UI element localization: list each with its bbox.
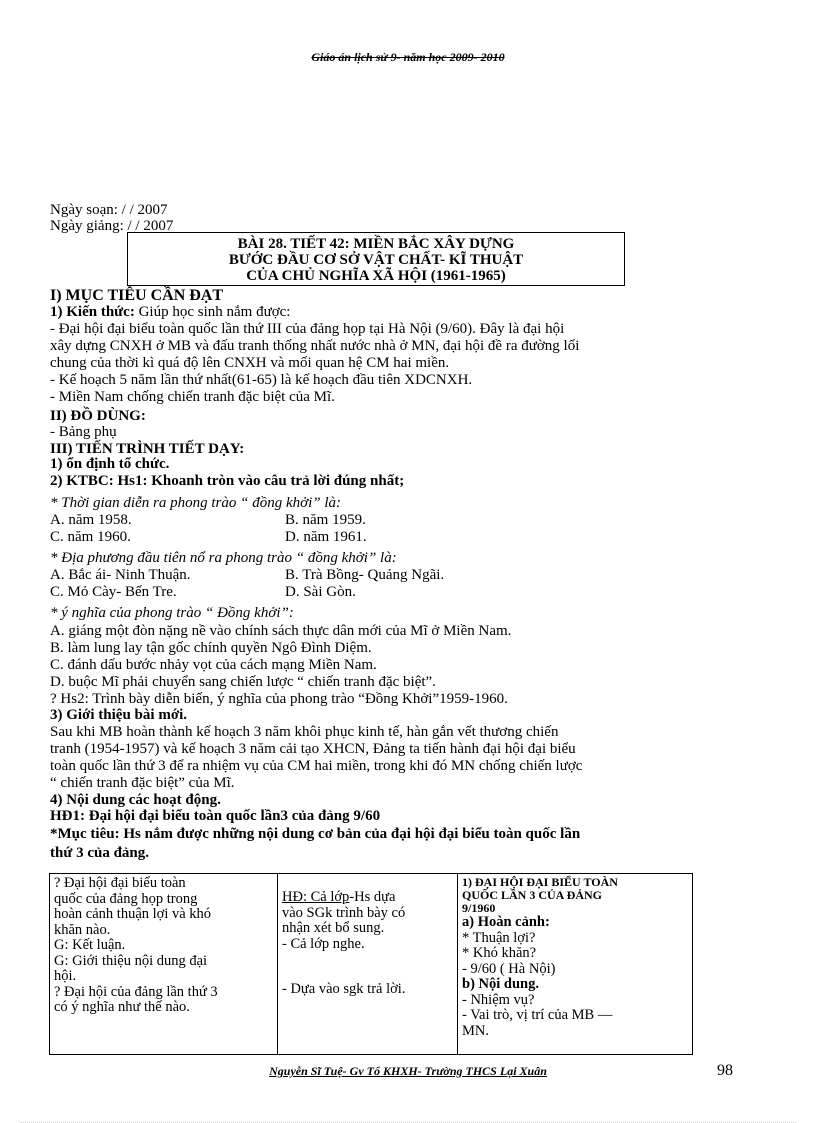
cell-line: - Nhiệm vụ?: [462, 991, 535, 1008]
objective-paragraph-1: - Đại hội đại biểu toàn quốc lần thứ III của đảng họp tại Hà Nội (9/60). Đây là đại hội: [50, 321, 565, 337]
student-activity-cell: [278, 874, 458, 1055]
knowledge-text: Giúp học sinh nắm được:: [134, 304, 291, 320]
step-4-heading: 4) Nội dung các hoạt động.: [50, 792, 221, 808]
cell-line: QUỐC LẦN 3 CỦA ĐẢNG: [462, 888, 603, 902]
lesson-body: [50, 0, 740, 870]
q2-option-b: B. Trà Bồng- Quảng Ngãi.: [285, 567, 445, 583]
class-activity-label: HĐ: Cả lớp: [282, 889, 350, 905]
page-number: 98: [717, 1062, 733, 1079]
intro-line-4: “ chiến tranh đặc biệt” của Mĩ.: [50, 775, 235, 791]
q1-option-c: C. năm 1960.: [50, 529, 131, 545]
cell-line: a) Hoàn cảnh:: [462, 914, 550, 930]
q2-row-2: [50, 584, 356, 600]
lesson-title-line-3: CỦA CHỦ NGHĨA XÃ HỘI (1961-1965): [246, 268, 506, 284]
teach-date: Ngày giảng: / / 2007: [50, 218, 174, 234]
prep-date: Ngày soạn: / / 2007: [50, 202, 168, 218]
cell-line: nhận xét bổ sung.: [282, 920, 385, 936]
q1-option-b: B. năm 1959.: [285, 512, 366, 528]
cell-line: hoàn cảnh thuận lợi và khó: [54, 906, 212, 922]
intro-line-2: tranh (1954-1957) và kế hoạch 3 năm cải tạo XHCN, Đảng ta tiến hành đại hội đại biểu: [50, 741, 576, 757]
cell-line: ? Đại hội của đảng lần thứ 3: [54, 983, 218, 1000]
activity-table: [49, 873, 693, 1055]
lesson-content-cell: [458, 874, 693, 1055]
question-2: * Địa phương đầu tiên nổ ra phong trào “ đồng khởi” là:: [50, 550, 397, 566]
step-1-heading: 1) ổn định tổ chức.: [50, 456, 170, 472]
cell-line: 1) ĐẠI HỘI ĐẠI BIỂU TOÀN: [462, 875, 618, 889]
cell-spacer: [282, 952, 453, 982]
lesson-title-line-2: BƯỚC ĐẦU CƠ SỞ VẬT CHẤT- KĨ THUẬT: [228, 252, 524, 268]
cell-line: [282, 890, 453, 906]
cell-line: có ý nghĩa như thế nào.: [54, 999, 190, 1015]
cell-line: - Dựa vào sgk trả lời.: [282, 981, 406, 997]
cell-line: * Thuận lợi?: [462, 929, 536, 946]
knowledge-line: [50, 304, 290, 320]
q3-option-a: A. giáng một đòn nặng nề vào chính sách thực dân mới của Mĩ ở Miền Nam.: [50, 623, 512, 639]
materials-item: - Bảng phụ: [50, 424, 117, 440]
cell-line: hội.: [54, 968, 77, 984]
intro-line-3: toàn quốc lần thứ 3 để ra nhiệm vụ của CM hai miền, trong khi đó MN chống chiến lược: [50, 758, 583, 774]
section-3-heading: III) TIẾN TRÌNH TIẾT DẠY:: [50, 441, 245, 457]
q1-row-2: [50, 529, 367, 545]
intro-line-1: Sau khi MB hoàn thành kế hoạch 3 năm khôi phục kinh tế, hàn gắn vết thương chiến: [50, 724, 559, 740]
knowledge-label: 1) Kiến thức:: [50, 304, 135, 320]
q2-option-a: A. Bắc ái- Ninh Thuận.: [50, 567, 191, 583]
cell-line: * Khó khăn?: [462, 945, 537, 961]
q2-option-d: D. Sài Gòn.: [285, 584, 356, 600]
objective-paragraph-2: xây dựng CNXH ở MB và đấu tranh thống nhất nước nhà ở MN, đại hội đề ra đường lối: [50, 338, 580, 354]
cell-line: b) Nội dung.: [462, 976, 539, 992]
cell-line: G: Giới thiệu nội dung đại: [54, 952, 208, 969]
cell-line: - Cả lớp nghe.: [282, 935, 365, 952]
step-2-heading: 2) KTBC: Hs1: Khoanh tròn vào câu trả lời đúng nhất;: [50, 473, 405, 489]
q3-option-b: B. làm lung lay tận gốc chính quyền Ngô Đình Diệm.: [50, 640, 372, 656]
cell-line: - 9/60 ( Hà Nội): [462, 960, 556, 977]
question-1: * Thời gian diễn ra phong trào “ đồng khởi” là:: [50, 495, 342, 511]
cell-spacer: [282, 876, 453, 890]
q3-option-d: D. buộc Mĩ phải chuyển sang chiến lược “ chiến tranh đặc biệt”.: [50, 674, 436, 690]
page-header: Giáo án lịch sử 9- năm học 2009- 2010: [311, 50, 505, 64]
table-row: [50, 874, 693, 1055]
class-activity-text: -Hs dựa: [349, 889, 396, 905]
activity-goal-line-1: *Mục tiêu: Hs nắm được những nội dung cơ bản của đại hội đại biểu toàn quốc lần: [50, 826, 581, 842]
lesson-title-line-1: BÀI 28. TIẾT 42: MIỀN BẮC XÂY DỰNG: [237, 236, 515, 252]
section-2-heading: II) ĐỒ DÙNG:: [50, 408, 146, 424]
q1-option-d: D. năm 1961.: [285, 529, 367, 545]
cell-line: 9/1960: [462, 901, 496, 915]
cell-line: quốc của đảng họp trong: [54, 890, 198, 907]
activity-goal-line-2: thứ 3 của đảng.: [50, 845, 150, 861]
objective-paragraph-5: - Miền Nam chống chiến tranh đặc biệt của Mĩ.: [50, 389, 335, 405]
objective-paragraph-3: chung của thời kì quá độ lên CNXH và mối quan hệ CM hai miền.: [50, 355, 450, 371]
activity-1-heading: HĐ1: Đại hội đại biểu toàn quốc lần3 của đảng 9/60: [50, 808, 381, 824]
cell-line: MN.: [462, 1022, 489, 1039]
q1-option-a: A. năm 1958.: [50, 512, 132, 528]
homework-question-2: ? Hs2: Trình bày diễn biến, ý nghĩa của phong trào “Đồng Khởi”1959-1960.: [50, 691, 508, 707]
page-footer: Nguyễn Sĩ Tuệ- Gv Tổ KHXH- Trường THCS Lại Xuân: [269, 1064, 547, 1078]
q2-row-1: [50, 567, 445, 583]
cell-line: vào SGk trình bày có: [282, 904, 406, 921]
objective-paragraph-4: - Kế hoạch 5 năm lần thứ nhất(61-65) là kế hoạch đầu tiên XDCNXH.: [50, 372, 473, 388]
q3-option-c: C. đánh dấu bước nhảy vọt của cách mạng Miền Nam.: [50, 657, 377, 673]
question-3: * ý nghĩa của phong trào “ Đồng khởi”:: [50, 605, 294, 621]
cell-line: khăn nào.: [54, 921, 111, 938]
q2-option-c: C. Mỏ Cày- Bến Tre.: [50, 584, 177, 600]
cell-line: G: Kết luận.: [54, 937, 126, 953]
q1-row-1: [50, 512, 366, 528]
teacher-questions-cell: [50, 874, 278, 1055]
step-3-heading: 3) Giới thiệu bài mới.: [50, 707, 188, 723]
section-1-heading: I) MỤC TIÊU CẦN ĐẠT: [50, 287, 224, 304]
cell-line: ? Đại hội đại biểu toàn: [54, 875, 186, 891]
cell-line: - Vai trò, vị trí của MB —: [462, 1007, 613, 1023]
